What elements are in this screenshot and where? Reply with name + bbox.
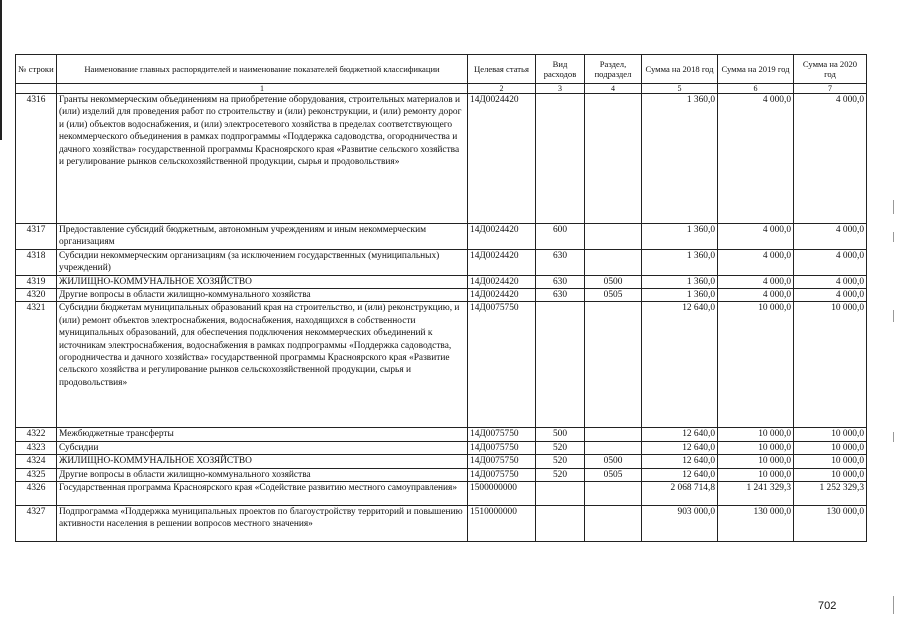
table-row — [16, 275, 867, 288]
section-cell — [585, 506, 642, 542]
section-cell: 0500 — [585, 455, 642, 468]
column-index: 2 — [468, 84, 536, 94]
sum-2020-cell: 10 000,0 — [794, 468, 867, 481]
section-cell: 0505 — [585, 468, 642, 481]
sum-2019-cell: 10 000,0 — [718, 455, 794, 468]
table-body — [16, 94, 867, 542]
row-number-cell: 4320 — [16, 289, 57, 302]
section-cell — [585, 302, 642, 428]
table-row — [16, 468, 867, 481]
row-number-cell: 4326 — [16, 482, 57, 506]
table-row — [16, 428, 867, 441]
header-target-article: Целевая статья — [468, 55, 536, 84]
column-index: 5 — [642, 84, 718, 94]
sum-2020-cell: 4 000,0 — [794, 94, 867, 224]
target-article-cell: 14Д0075750 — [468, 302, 536, 428]
sum-2018-cell: 12 640,0 — [642, 468, 718, 481]
section-cell — [585, 224, 642, 250]
target-article-cell: 14Д0024420 — [468, 94, 536, 224]
sum-2019-cell: 4 000,0 — [718, 289, 794, 302]
target-article-cell: 14Д0024420 — [468, 249, 536, 275]
row-number-cell: 4316 — [16, 94, 57, 224]
sum-2019-cell: 10 000,0 — [718, 441, 794, 454]
sum-2020-cell: 4 000,0 — [794, 249, 867, 275]
table-row — [16, 455, 867, 468]
sum-2018-cell: 1 360,0 — [642, 224, 718, 250]
header-sum-2020: Сумма на 2020 год — [794, 55, 867, 84]
table-row — [16, 94, 867, 224]
name-cell: Другие вопросы в области жилищно-коммунального хозяйства — [57, 289, 468, 302]
expense-kind-cell: 520 — [536, 468, 585, 481]
header-section: Раздел, подраздел — [585, 55, 642, 84]
sum-2020-cell: 4 000,0 — [794, 275, 867, 288]
sum-2019-cell: 4 000,0 — [718, 249, 794, 275]
section-cell — [585, 482, 642, 506]
target-article-cell: 14Д0024420 — [468, 289, 536, 302]
name-cell: Гранты некоммерческим объединениям на приобретение оборудования, строительных материалов и (или) изделий для проведения работ по строительству и (или) реконструкции, и (или) ремонту дорог и (или) объектов водоснабжения, и (или) электросетевого хозяйства в пределах соответствующего некоммерческого объединения в рамках подпрограммы «Поддержка садоводства, огородничества и дачного хозяйства» государственной программы Красноярского края «Развитие сельского хозяйства и регулирование рынков сельскохозяйственной продукции, сырья и продовольствия» — [57, 94, 468, 224]
section-cell — [585, 441, 642, 454]
sum-2018-cell: 12 640,0 — [642, 428, 718, 441]
expense-kind-cell: 500 — [536, 428, 585, 441]
name-cell: Субсидии некоммерческим организациям (за исключением государственных (муниципальных) учреждений) — [57, 249, 468, 275]
sum-2018-cell: 12 640,0 — [642, 441, 718, 454]
name-cell: Государственная программа Красноярского края «Содействие развитию местного самоуправления» — [57, 482, 468, 506]
target-article-cell: 14Д0075750 — [468, 428, 536, 441]
target-article-cell: 14Д0024420 — [468, 275, 536, 288]
target-article-cell: 14Д0024420 — [468, 224, 536, 250]
header-row-number: № строки — [16, 55, 57, 84]
table-row — [16, 289, 867, 302]
sum-2018-cell: 903 000,0 — [642, 506, 718, 542]
name-cell: Межбюджетные трансферты — [57, 428, 468, 441]
sum-2019-cell: 4 000,0 — [718, 224, 794, 250]
name-cell: Субсидии бюджетам муниципальных образований края на строительство, и (или) реконструкцию, и (или) ремонт объектов электроснабжения, водоснабжения, находящихся в собственности муниципальных образований, для обеспечения подключения некоммерческих объединений к источникам электроснабжения, водоснабжения в рамках подпрограммы «Поддержка садоводства, огородничества и дачного хозяйства» государственной программы Красноярского края «Развитие сельского хозяйства и регулирование рынков сельскохозяйственной продукции, сырья и продовольствия» — [57, 302, 468, 428]
expense-kind-cell: 630 — [536, 275, 585, 288]
sum-2020-cell: 10 000,0 — [794, 455, 867, 468]
table-row — [16, 224, 867, 250]
expense-kind-cell: 630 — [536, 289, 585, 302]
sum-2019-cell: 10 000,0 — [718, 468, 794, 481]
sum-2019-cell: 4 000,0 — [718, 275, 794, 288]
budget-table — [15, 54, 867, 542]
table-row — [16, 506, 867, 542]
expense-kind-cell: 630 — [536, 249, 585, 275]
column-index: 6 — [718, 84, 794, 94]
row-number-cell: 4322 — [16, 428, 57, 441]
sum-2019-cell: 10 000,0 — [718, 428, 794, 441]
table-row — [16, 249, 867, 275]
sum-2020-cell: 4 000,0 — [794, 289, 867, 302]
sum-2020-cell: 10 000,0 — [794, 441, 867, 454]
section-cell — [585, 249, 642, 275]
sum-2020-cell: 10 000,0 — [794, 302, 867, 428]
row-number-cell: 4317 — [16, 224, 57, 250]
scan-edge-mark — [893, 596, 894, 614]
scan-edge-mark — [893, 432, 894, 442]
sum-2019-cell: 10 000,0 — [718, 302, 794, 428]
sum-2020-cell: 130 000,0 — [794, 506, 867, 542]
expense-kind-cell — [536, 94, 585, 224]
expense-kind-cell: 520 — [536, 455, 585, 468]
row-number-cell: 4325 — [16, 468, 57, 481]
expense-kind-cell — [536, 302, 585, 428]
sum-2020-cell: 10 000,0 — [794, 428, 867, 441]
section-cell: 0505 — [585, 289, 642, 302]
name-cell: Другие вопросы в области жилищно-коммунального хозяйства — [57, 468, 468, 481]
target-article-cell: 14Д0075750 — [468, 441, 536, 454]
sum-2018-cell: 1 360,0 — [642, 275, 718, 288]
target-article-cell: 14Д0075750 — [468, 468, 536, 481]
sum-2018-cell: 2 068 714,8 — [642, 482, 718, 506]
scan-edge-mark — [893, 310, 894, 322]
target-article-cell: 1500000000 — [468, 482, 536, 506]
column-index-row — [16, 84, 867, 94]
header-name: Наименование главных распорядителей и наименование показателей бюджетной классификации — [57, 55, 468, 84]
sum-2018-cell: 12 640,0 — [642, 302, 718, 428]
sum-2018-cell: 1 360,0 — [642, 94, 718, 224]
sum-2019-cell: 4 000,0 — [718, 94, 794, 224]
row-number-cell: 4324 — [16, 455, 57, 468]
header-sum-2019: Сумма на 2019 год — [718, 55, 794, 84]
column-index: 4 — [585, 84, 642, 94]
target-article-cell: 14Д0075750 — [468, 455, 536, 468]
expense-kind-cell — [536, 506, 585, 542]
row-number-cell: 4323 — [16, 441, 57, 454]
page-number: 702 — [818, 600, 837, 612]
name-cell: Предоставление субсидий бюджетным, автономным учреждениям и иным некоммерческим организациям — [57, 224, 468, 250]
target-article-cell: 1510000000 — [468, 506, 536, 542]
row-number-cell: 4327 — [16, 506, 57, 542]
section-cell: 0500 — [585, 275, 642, 288]
sum-2018-cell: 1 360,0 — [642, 249, 718, 275]
sum-2018-cell: 12 640,0 — [642, 455, 718, 468]
header-sum-2018: Сумма на 2018 год — [642, 55, 718, 84]
row-number-cell: 4319 — [16, 275, 57, 288]
sum-2019-cell: 130 000,0 — [718, 506, 794, 542]
sum-2020-cell: 1 252 329,3 — [794, 482, 867, 506]
expense-kind-cell — [536, 482, 585, 506]
section-cell — [585, 94, 642, 224]
table-header-row — [16, 55, 867, 84]
name-cell: Субсидии — [57, 441, 468, 454]
table-row — [16, 441, 867, 454]
sum-2019-cell: 1 241 329,3 — [718, 482, 794, 506]
sum-2018-cell: 1 360,0 — [642, 289, 718, 302]
column-index: 7 — [794, 84, 867, 94]
name-cell: Подпрограмма «Поддержка муниципальных проектов по благоустройству территорий и повышению активности населения в решении вопросов местного значения» — [57, 506, 468, 542]
scan-edge-line — [0, 0, 2, 140]
scan-edge-mark — [893, 200, 894, 214]
sum-2020-cell: 4 000,0 — [794, 224, 867, 250]
table-row — [16, 302, 867, 428]
scan-edge-mark — [893, 232, 894, 242]
name-cell: ЖИЛИЩНО-КОММУНАЛЬНОЕ ХОЗЯЙСТВО — [57, 455, 468, 468]
expense-kind-cell: 520 — [536, 441, 585, 454]
header-expense-kind: Вид расходов — [536, 55, 585, 84]
column-index: 3 — [536, 84, 585, 94]
column-index: 1 — [57, 84, 468, 94]
row-number-cell: 4321 — [16, 302, 57, 428]
table-row — [16, 482, 867, 506]
column-index — [16, 84, 57, 94]
section-cell — [585, 428, 642, 441]
name-cell: ЖИЛИЩНО-КОММУНАЛЬНОЕ ХОЗЯЙСТВО — [57, 275, 468, 288]
expense-kind-cell: 600 — [536, 224, 585, 250]
row-number-cell: 4318 — [16, 249, 57, 275]
